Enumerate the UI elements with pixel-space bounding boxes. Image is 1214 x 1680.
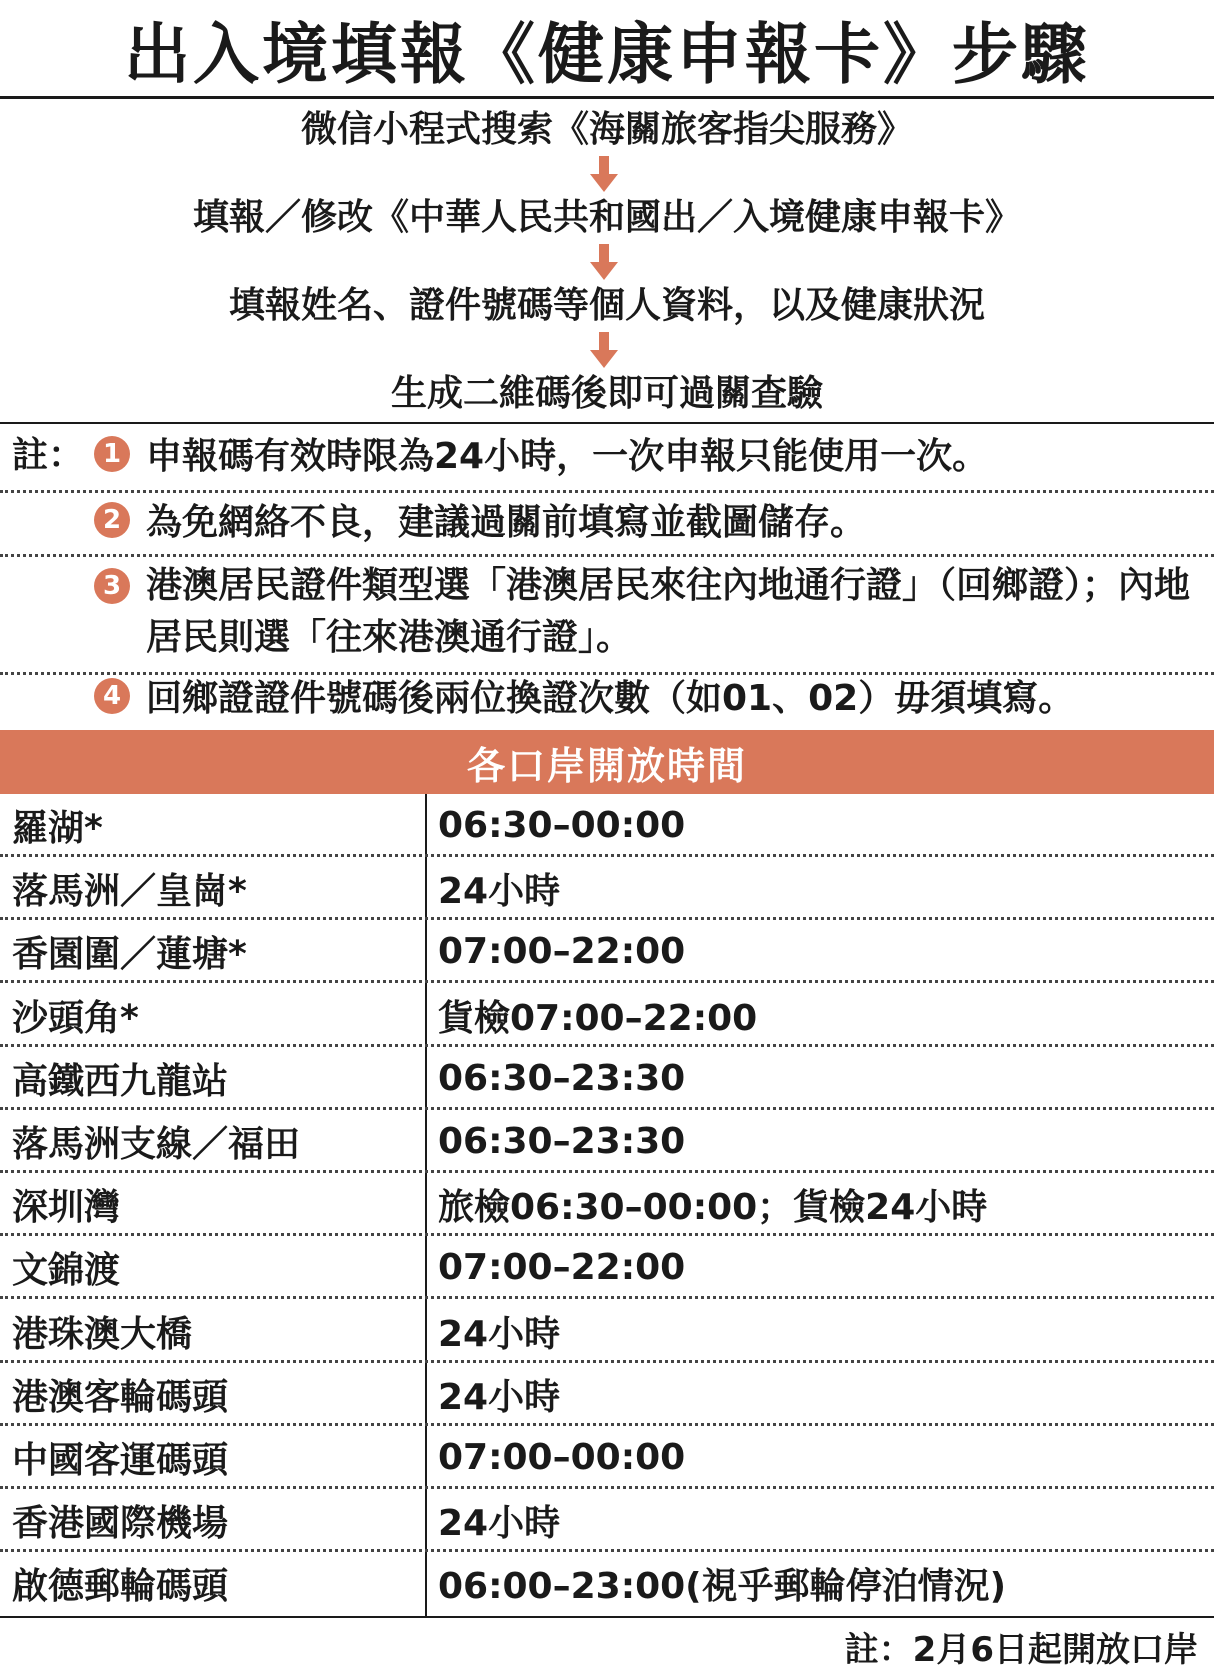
port-name: 港珠澳大橋 bbox=[12, 1313, 193, 1355]
dotted-divider bbox=[0, 490, 1214, 493]
port-name: 沙頭角* bbox=[12, 997, 139, 1039]
note-item-2 bbox=[94, 496, 1204, 549]
step-1: 微信小程式搜索《海關旅客指尖服務》 bbox=[300, 109, 913, 150]
port-name: 港澳客輪碼頭 bbox=[12, 1376, 229, 1418]
note-item-1 bbox=[94, 430, 1204, 483]
opening-hours: 旅檢06:30–00:00；貨檢24小時 bbox=[438, 1187, 988, 1229]
opening-hours: 24小時 bbox=[438, 1313, 561, 1355]
table-row bbox=[0, 1426, 1214, 1489]
page-title: 出入境填報《健康申報卡》步驟 bbox=[124, 15, 1090, 93]
table-row bbox=[0, 1552, 1214, 1615]
step-4: 生成二維碼後即可過關查驗 bbox=[390, 373, 823, 414]
table-bottom-rule bbox=[0, 1616, 1214, 1618]
port-name: 落馬洲支線／福田 bbox=[12, 1124, 301, 1165]
table-row bbox=[0, 1300, 1214, 1363]
opening-hours: 07:00–22:00 bbox=[438, 1247, 686, 1289]
note-item-3 bbox=[94, 560, 1204, 670]
port-name: 落馬洲／皇崗* bbox=[12, 871, 247, 913]
port-name: 香港國際機場 bbox=[12, 1503, 229, 1545]
table-row bbox=[0, 1363, 1214, 1426]
step-2: 填報／修改《中華人民共和國出／入境健康申報卡》 bbox=[192, 197, 1021, 238]
port-name: 啟德郵輪碼頭 bbox=[12, 1566, 229, 1608]
opening-hours: 24小時 bbox=[438, 871, 561, 913]
note-text: 港澳居民證件類型選「港澳居民來往內地通行證」（回鄉證）；內地居民則選「往來港澳通行證」。 bbox=[146, 565, 1191, 658]
steps-divider bbox=[0, 422, 1214, 424]
table-row bbox=[0, 984, 1214, 1047]
opening-hours: 06:30–00:00 bbox=[438, 805, 686, 846]
number-3-icon: 3 bbox=[94, 568, 130, 604]
port-name: 羅湖* bbox=[12, 808, 103, 849]
notes-prefix: 註： bbox=[12, 435, 85, 476]
dotted-divider bbox=[0, 554, 1214, 557]
port-name: 高鐵西九龍站 bbox=[12, 1060, 229, 1102]
table-row bbox=[0, 1110, 1214, 1173]
opening-hours: 24小時 bbox=[438, 1503, 561, 1545]
port-name: 中國客運碼頭 bbox=[12, 1440, 229, 1481]
note-item-4 bbox=[94, 672, 1204, 725]
arrow-down-icon bbox=[590, 156, 618, 192]
opening-hours: 07:00–22:00 bbox=[438, 931, 686, 973]
table-row bbox=[0, 1047, 1214, 1110]
opening-hours: 06:30–23:30 bbox=[438, 1057, 686, 1099]
note-text: 為免網絡不良，建議過關前填寫並截圖儲存。 bbox=[146, 502, 867, 543]
port-name: 文錦渡 bbox=[12, 1250, 121, 1292]
table-row bbox=[0, 920, 1214, 983]
table-row bbox=[0, 1173, 1214, 1236]
opening-hours: 06:30–23:30 bbox=[438, 1121, 686, 1162]
opening-hours: 06:00–23:00(視乎郵輪停泊情況) bbox=[438, 1566, 1007, 1608]
arrow-down-icon bbox=[590, 332, 618, 368]
table-row bbox=[0, 794, 1214, 857]
note-text: 回鄉證證件號碼後兩位換證次數（如01、02）毋須填寫。 bbox=[146, 678, 1075, 719]
number-4-icon: 4 bbox=[94, 678, 130, 714]
opening-hours: 24小時 bbox=[438, 1376, 561, 1418]
footnote: 註：2月6日起開放口岸 bbox=[844, 1630, 1198, 1670]
opening-hours: 貨檢07:00–22:00 bbox=[438, 997, 758, 1039]
number-2-icon: 2 bbox=[94, 502, 130, 538]
arrow-down-icon bbox=[590, 244, 618, 280]
table-row bbox=[0, 857, 1214, 920]
table-heading: 各口岸開放時間 bbox=[0, 730, 1214, 794]
table-row bbox=[0, 1236, 1214, 1299]
step-3: 填報姓名、證件號碼等個人資料，以及健康狀況 bbox=[228, 285, 985, 326]
title-divider bbox=[0, 96, 1214, 99]
port-name: 深圳灣 bbox=[12, 1187, 121, 1229]
table-row bbox=[0, 1489, 1214, 1552]
opening-hours: 07:00–00:00 bbox=[438, 1437, 686, 1478]
port-name: 香園圍／蓮塘* bbox=[12, 934, 247, 976]
number-1-icon: 1 bbox=[94, 436, 130, 472]
note-text: 申報碼有效時限為24小時，一次申報只能使用一次。 bbox=[146, 436, 989, 477]
